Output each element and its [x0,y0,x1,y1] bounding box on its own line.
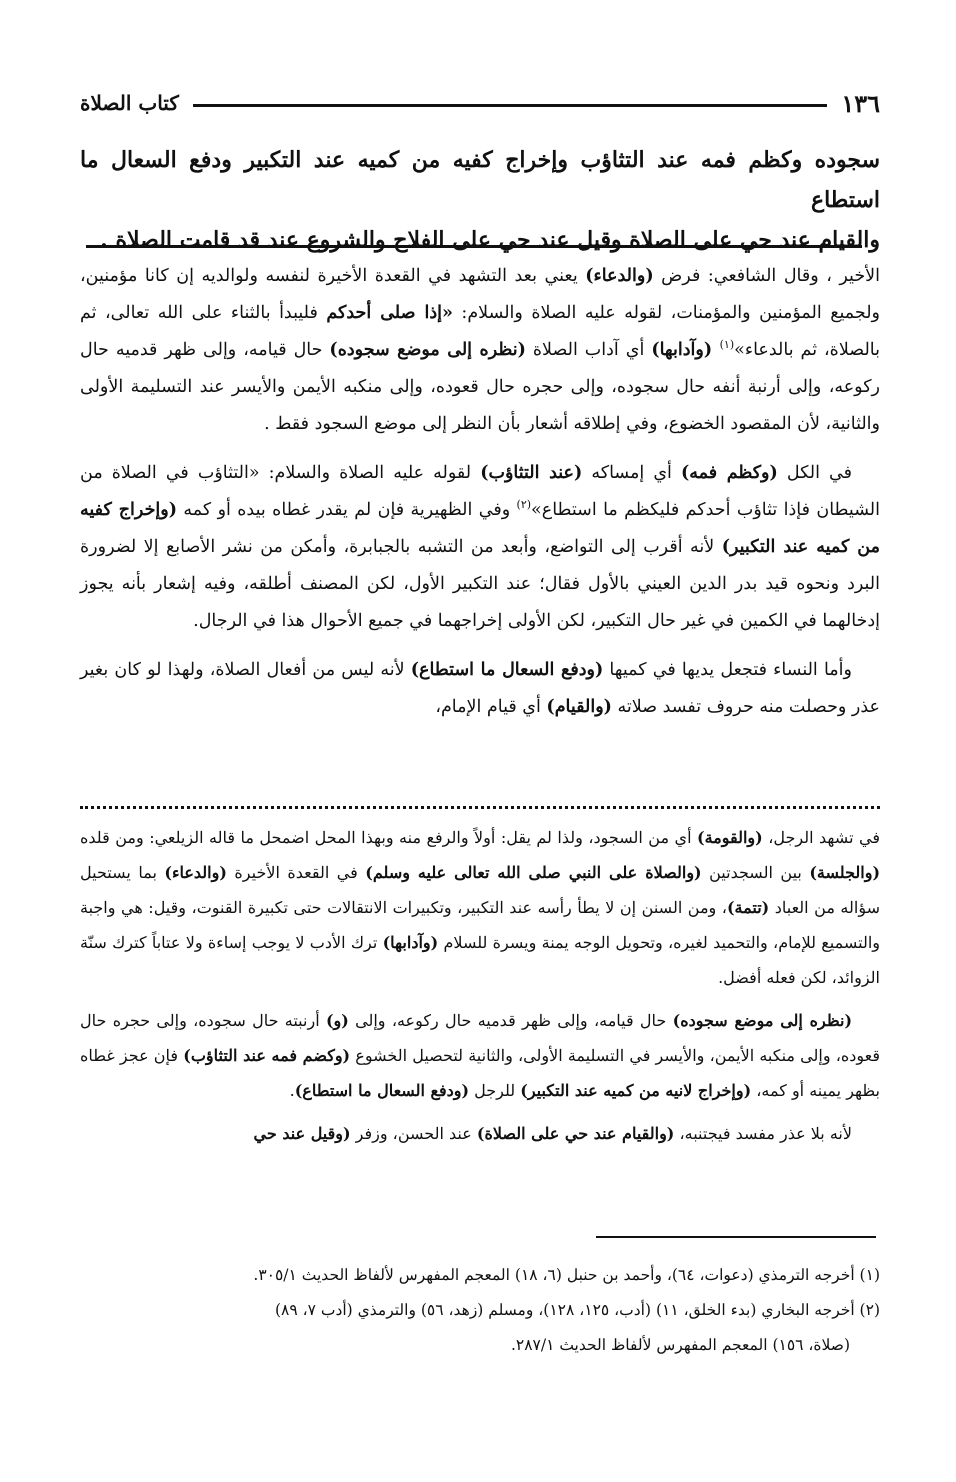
footnote: (٢) أخرجه البخاري (بدء الخلق، ١١) (أدب، ١٢٥، ١٢٨)، ومسلم (زهد، ٥٦) والترمذي (أدب ٧، ٨٩) [274,1301,880,1319]
gloss-paragraph: لأنه بلا عذر مفسد فيجتنبه، (والقيام عند حي على الصلاة) عند الحسن، وزفر (وقيل عند حي [253,1124,852,1143]
main-text-line: سجوده وكظم فمه عند التثاؤب وإخراج كفيه من كميه عند التكبير ودفع السعال ما استطاع [80,147,880,213]
header-rule [193,104,827,107]
commentary-paragraph: في الكل (وكظم فمه) أي إمساكه (عند التثاؤب) لقوله عليه الصلاة والسلام: «التثاؤب في الصلاة من الشيطان فإذا تثاؤب أحدكم فليكظم ما استطاع»$^{(٢)}$ وفي الظهيرية فإن لم يقدر غطاه بيده أو كمه (وإخراج كفيه من كميه عند التكبير) لأنه أقرب إلى التواضع، وأبعد من التشبه بالجبابرة، وأمكن من نشر الأصابع إلا لضرورة البرد ونحوه قيد بدر الدين العيني بالأول فقال؛ عند التكبير الأول، لكن المصنف أطلقه، وفيه إشعار بأنه يجوز إدخالهما في الكمين في غير حال التكبير، لكن الأولى إخراجهما في جميع الأحوال هذا في الرجال. [80,463,880,631]
footnote-divider [596,1236,876,1238]
footnote-continuation: (صلاة، ١٥٦) المعجم المفهرس لألفاظ الحديث ٢٨٧/١. [510,1336,850,1354]
commentary-paragraph: الأخير ، وقال الشافعي: فرض (والدعاء) يعني بعد التشهد في القعدة الأخيرة لنفسه ولوالديه إن كانا مؤمنين، ولجميع المؤمنين والمؤمنات، لقوله عليه الصلاة والسلام: «إذا صلى أحدكم فليبدأ بالثناء على الله تعالى، ثم بالصلاة، ثم بالدعاء»$^{(١)}$ (وآدابها) أي آداب الصلاة (نظره إلى موضع سجوده) حال قيامه، وإلى ظهر قدميه حال ركوعه، وإلى أرنبة أنفه حال سجوده، وإلى حجره حال قعوده، وإلى منكبه الأيمن والأيسر عند التسليمة الأولى والثانية، لأن المقصود الخضوع، وفي إطلاقه أشعار بأن النظر إلى موضع السجود فقط . [80,266,881,434]
commentary [80,258,880,738]
footnotes [80,1258,880,1363]
dotted-divider [80,806,880,809]
footnote-ref: (٢) [516,498,532,512]
main-text-line: والقيام عند حي على الصلاة وقيل عند حي على الفلاح والشروع عند قد قامت الصلاة . [100,227,880,253]
main-text [80,140,880,260]
footnote-ref: (١) [719,338,735,352]
main-text-divider [86,245,862,248]
page-number: ١٣٦ [841,88,880,118]
gloss-paragraph: في تشهد الرجل، (والقومة) أي من السجود، ولذا لم يقل: أولاً والرفع منه وبهذا المحل اضمحل ما قاله الزيلعي: ومن قلده (والجلسة) بين السجدتين (والصلاة على النبي صلى الله تعالى عليه وسلم) في القعدة الأخيرة (والدعاء) بما يستحيل سؤاله من العباد (تتمة)، ومن السنن إن لا يطأ رأسه عند التكبير، وتكبيرات الانتقالات حتى تكبيرة القنوت، وقيل: هي واجبة والتسميع للإمام، والتحميد لغيره، وتحويل الوجه يمنة ويسرة للسلام (وآدابها) ترك الأدب لا يوجب إساءة ولا عتاباً كترك سنّة الزوائد، لكن فعله أفضل. [80,828,881,987]
marginal-gloss [80,820,880,1159]
running-title: كتاب الصلاة [80,91,179,115]
gloss-paragraph: (نظره إلى موضع سجوده) حال قيامه، وإلى ظهر قدميه حال ركوعه، وإلى (و) أرنبته حال سجوده، وإلى حجره حال قعوده، وإلى منكبه الأيمن، والأيسر في التسليمة الأولى، والثانية لتحصيل الخشوع (وكضم فمه عند التثاؤب) فإن عجز غطاه بظهر يمينه أو كمه، (وإخراج لانيه من كميه عند التكبير) للرجل (ودفع السعال ما استطاع). [80,1011,881,1100]
commentary-paragraph: وأما النساء فتجعل يديها في كميها (ودفع السعال ما استطاع) لأنه ليس من أفعال الصلاة، ولهذا لو كان بغير عذر وحصلت منه حروف تفسد صلاته (والقيام) أي قيام الإمام، [80,660,880,717]
footnote: (١) أخرجه الترمذي (دعوات، ٦٤)، وأحمد بن حنبل (٦، ١٨) المعجم المفهرس لألفاظ الحديث ٣٠٥/١. [253,1266,880,1284]
running-header [80,86,880,120]
